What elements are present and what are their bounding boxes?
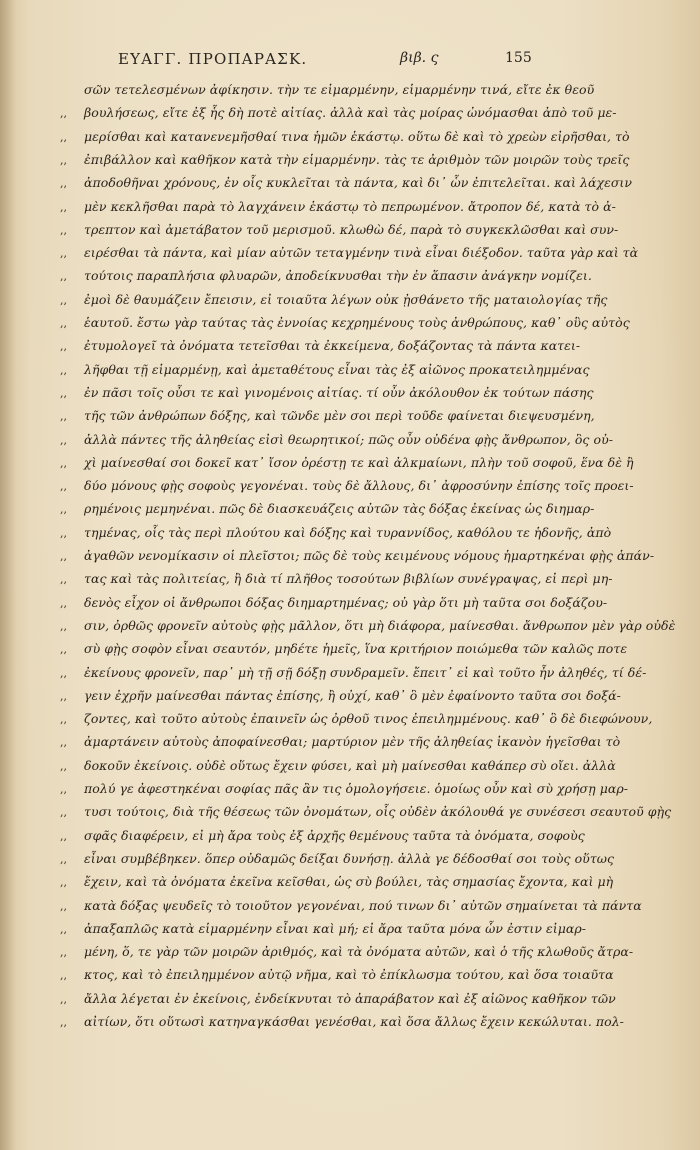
quotation-marker: ,, [60, 689, 67, 703]
line-text: τῆς τῶν ἀνθρώπων δόξης, καὶ τῶνδε μὲν σοι περὶ τοῦδε φαίνεται διεψευσμένη, [84, 408, 595, 424]
line-text: ἀλλὰ πάντες τῆς ἀληθείας εἰσὶ θεωρητικοί; πῶς οὖν οὐδένα φῂς ἄνθρωπον, ὃς οὐ- [84, 431, 613, 447]
quotation-marker: ,, [60, 736, 67, 750]
line-text: σφᾶς διαφέρειν, εἰ μὴ ἄρα τοὺς ἐξ ἀρχῆς θεμένους ταῦτα τὰ ὀνόματα, σοφοὺς [84, 827, 585, 843]
quotation-marker: ,, [60, 223, 67, 237]
page-number: 155 [505, 50, 532, 66]
quotation-marker: ,, [60, 270, 67, 284]
line-text: σῶν τετελεσμένων ἀφίκησιν. τὴν τε εἱμαρμένην, εἱμαρμένην τινά, εἴτε ἐκ θεοῦ [84, 82, 595, 97]
line-text: ἑαυτοῦ. ἔστω γὰρ ταύτας τὰς ἐννοίας κεχρημένους τοὺς ἀνθρώπους, καθ᾽ οὓς αὐτὸς [84, 315, 630, 330]
quotation-marker: ,, [60, 713, 67, 727]
quotation-marker: ,, [60, 363, 67, 377]
line-text: ἀμαρτάνειν αὐτοὺς ἀποφαίνεσθαι; μαρτύριον μὲν τῆς ἀληθείας ἱκανὸν ἡγεῖσθαι τὸ [84, 734, 621, 750]
quotation-marker: ,, [60, 433, 67, 447]
line-text: κατὰ δόξας ψευδεῖς τὸ τοιοῦτον γεγονέναι, πού τινων δι᾽ αὐτῶν σημαίνεται τὰ πάντα [84, 897, 642, 913]
line-text: ἀπαξαπλῶς κατὰ εἱμαρμένην εἶναι καὶ μή; εἰ ἄρα ταῦτα μόνα ὧν ἐστιν εἱμαρ- [84, 920, 587, 936]
line-text: ἔχειν, καὶ τὰ ὀνόματα ἐκεῖνα κεῖσθαι, ὡς σὺ βούλει, τὰς σημασίας ἔχοντα, καὶ μὴ [84, 874, 614, 890]
book-reference: βιβ. ς [400, 50, 439, 66]
quotation-marker: ,, [60, 946, 67, 960]
line-text: λῆφθαι τῇ εἱμαρμένῃ, καὶ ἀμεταθέτους εἶναι τὰς ἐξ αἰῶνος προκατειλημμένας [84, 361, 590, 377]
line-text: εἶναι συμβέβηκεν. ὅπερ οὐδαμῶς δείξαι δυνήσῃ. ἀλλὰ γε δέδοσθαί σοι τοὺς οὕτως [84, 850, 615, 866]
quotation-marker: ,, [60, 526, 67, 540]
line-text: δύο μόνους φῂς σοφοὺς γεγονέναι. τοὺς δὲ ἄλλους, δι᾽ ἀφροσύνην ἐπίσης τοῖς προει- [84, 478, 634, 494]
line-text: ἐν πᾶσι τοῖς οὖσι τε καὶ γινομένοις αἰτίας. τί οὖν ἀκόλουθον ἐκ τούτων πάσης [84, 384, 594, 400]
line-text: δενὸς εἶχον οἱ ἄνθρωποι δόξας διημαρτημένας; οὐ γὰρ ὅτι μὴ ταῦτα σοι δοξάζου- [84, 594, 608, 610]
line-text: τρεπτον καὶ ἀμετάβατον τοῦ μερισμοῦ. κλωθὼ δέ, παρὰ τὸ συγκεκλῶσθαι καὶ συν- [84, 221, 619, 237]
quotation-marker: ,, [60, 596, 67, 610]
quotation-marker: ,, [60, 922, 67, 936]
quotation-marker: ,, [60, 153, 67, 167]
quotation-marker: ,, [60, 783, 67, 796]
quotation-marker: ,, [60, 247, 67, 261]
line-text: ειρέσθαι τὰ πάντα, καὶ μίαν αὐτῶν τεταγμένην τινὰ εἶναι διέξοδον. ταῦτα γὰρ καὶ τὰ [84, 245, 639, 261]
line-text: κτος, καὶ τὸ ἐπειλημμένον αὐτῷ νῆμα, καὶ τὸ ἐπίκλωσμα τούτου, καὶ ὅσα τοιαῦτα [84, 967, 614, 983]
line-text: ἐτυμολογεῖ τὰ ὀνόματα τετεῖσθαι τὰ ἐκκείμενα, δοξάζοντας τὰ πάντα κατει- [84, 338, 581, 354]
text-block [60, 80, 676, 1040]
line-text: πολύ γε ἀφεστηκέναι σοφίας πᾶς ἂν τις ὁμολογήσειε. ὁμοίως οὖν καὶ σὺ χρήσῃ μαρ- [84, 781, 629, 796]
line-text: τημένας, οἷς τὰς περὶ πλούτου καὶ δόξης καὶ τυραννίδος, καθόλου τε ἡδονῆς, ἀπὸ [84, 524, 612, 540]
quotation-marker: ,, [60, 340, 67, 354]
quotation-marker: ,, [60, 177, 67, 191]
quotation-marker: ,, [60, 806, 67, 820]
quotation-marker: ,, [60, 899, 67, 913]
quotation-marker: ,, [60, 107, 67, 121]
quotation-marker: ,, [60, 573, 67, 587]
line-text: μένη, ὅ, τε γὰρ τῶν μοιρῶν ἀριθμός, καὶ τὰ ὀνόματα αὐτῶν, καὶ ὁ τῆς κλωθοῦς ἄτρα- [84, 944, 634, 960]
line-text: τυσι τούτοις, διὰ τῆς θέσεως τῶν ὀνομάτων, οἷς οὐδὲν ἀκόλουθά γε συνέσεσι σεαυτοῦ φῂς [84, 804, 672, 820]
quotation-marker: ,, [60, 317, 67, 330]
line-text: τας καὶ τὰς πολιτείας, ἢ διὰ τί πλῆθος τοσούτων βιβλίων συνέγραψας, εἰ περὶ μη- [84, 571, 613, 587]
quotation-marker: ,, [60, 969, 67, 983]
running-head: ΕΥΑΓΓ. ΠΡΟΠΑΡΑΣΚ. [118, 50, 308, 68]
quotation-marker: ,, [60, 130, 67, 144]
quotation-marker: ,, [60, 619, 67, 633]
quotation-marker: ,, [60, 759, 67, 773]
line-text: χὶ μαίνεσθαί σοι δοκεῖ κατ᾽ ἴσον ὀρέστῃ τε καὶ ἀλκμαίωνι, πλὴν τοῦ σοφοῦ, ἕνα δὲ ἢ [84, 454, 634, 470]
line-text: ἀγαθῶν νενομίκασιν οἱ πλεῖστοι; πῶς δὲ τοὺς κειμένους νόμους ἡμαρτηκέναι φῂς ἁπάν- [84, 548, 655, 563]
quotation-marker: ,, [60, 200, 67, 214]
line-text: δοκοῦν ἐκείνοις. οὐδὲ οὕτως ἔχειν φύσει, καὶ μὴ μαίνεσθαι καθάπερ σὺ οἴει. ἀλλὰ [84, 757, 616, 773]
quotation-marker: ,, [60, 1016, 67, 1029]
line-text: ζοντες, καὶ τοῦτο αὐτοὺς ἐπαινεῖν ὡς ὀρθοῦ τινος ἐπειλημμένους. καθ᾽ ὃ δὲ διεφώνουν, [84, 711, 653, 727]
line-text: ἄλλα λέγεται ἐν ἐκείνοις, ἐνδείκνυται τὸ ἀπαράβατον καὶ ἐξ αἰῶνος καθῆκον τῶν [84, 990, 616, 1006]
line-text: γειν ἐχρῆν μαίνεσθαι πάντας ἐπίσης, ἢ οὐχί, καθ᾽ ὃ μὲν ἐφαίνοντο ταῦτα σοι δοξά- [84, 687, 621, 703]
quotation-marker: ,, [60, 643, 67, 657]
page-header [110, 50, 530, 74]
line-text: ἐπιβάλλον καὶ καθῆκον κατὰ τὴν εἱμαρμένην. τὰς τε ἀριθμὸν τῶν μοιρῶν τοὺς τρεῖς [84, 151, 630, 167]
line-text: ἀποδοθῆναι χρόνους, ἐν οἷς κυκλεῖται τὰ πάντα, καὶ δι᾽ ὧν ἐπιτελεῖται. καὶ λάχεσιν [84, 175, 633, 191]
quotation-marker: ,, [60, 456, 67, 470]
quotation-marker: ,, [60, 386, 67, 400]
gutter-shadow [0, 0, 16, 1150]
quotation-marker: ,, [60, 876, 67, 890]
quotation-marker: ,, [60, 829, 67, 843]
quotation-marker: ,, [60, 992, 67, 1006]
line-text: ἐκείνους φρονεῖν, παρ᾽ μὴ τῇ σῇ δόξῃ συνδραμεῖν. ἔπειτ᾽ εἰ καὶ τοῦτο ἦν ἀληθές, τί δέ- [84, 664, 647, 680]
line-text: ρημένοις μεμηνέναι. πῶς δὲ διασκευάζεις αὐτῶν τὰς δόξας ἐκείνας ὡς διημαρ- [84, 501, 595, 517]
line-text: αἰτίων, ὅτι οὕτωσὶ κατηναγκάσθαι γενέσθαι, καὶ ὅσα ἄλλως ἔχειν κεκώλυται. πολ- [84, 1014, 624, 1029]
line-text: βουλήσεως, εἴτε ἐξ ἧς δὴ ποτὲ αἰτίας. ἀλλὰ καὶ τὰς μοίρας ὠνόμασθαι ἀπὸ τοῦ με- [84, 105, 617, 121]
text-line [60, 1012, 624, 1040]
quotation-marker: ,, [60, 293, 67, 307]
line-text: σιν, ὀρθῶς φρονεῖν αὐτοὺς φῂς μᾶλλον, ὅτι μὴ διάφορα, μαίνεσθαι. ἄνθρωπον μὲν γὰρ οὐδὲ [84, 617, 676, 633]
quotation-marker: ,, [60, 852, 67, 866]
line-text: μὲν κεκλῆσθαι παρὰ τὸ λαγχάνειν ἑκάστῳ τὸ πεπρωμένον. ἄτροπον δέ, κατὰ τὸ ἀ- [84, 198, 616, 214]
quotation-marker: ,, [60, 503, 67, 517]
line-text: σὺ φῂς σοφὸν εἶναι σεαυτόν, μηδέτε ἡμεῖς, ἵνα κριτήριον ποιώμεθα τῶν καλῶς ποτε [84, 641, 628, 657]
quotation-marker: ,, [60, 410, 67, 424]
quotation-marker: ,, [60, 550, 67, 563]
line-text: ἐμοὶ δὲ θαυμάζειν ἔπεισιν, εἰ τοιαῦτα λέγων οὐκ ᾐσθάνετο τῆς ματαιολογίας τῆς [84, 291, 608, 307]
line-text: μερίσθαι καὶ κατανενεμῆσθαί τινα ἡμῶν ἑκάστῳ. οὕτω δὲ καὶ τὸ χρεὼν εἰρῆσθαι, τὸ [84, 128, 630, 144]
line-text: τούτοις παραπλήσια φλυαρῶν, ἀποδείκνυσθαι τὴν ἐν ἅπασιν ἀνάγκην νομίζει. [84, 268, 592, 284]
quotation-marker: ,, [60, 666, 67, 680]
quotation-marker: ,, [60, 480, 67, 494]
